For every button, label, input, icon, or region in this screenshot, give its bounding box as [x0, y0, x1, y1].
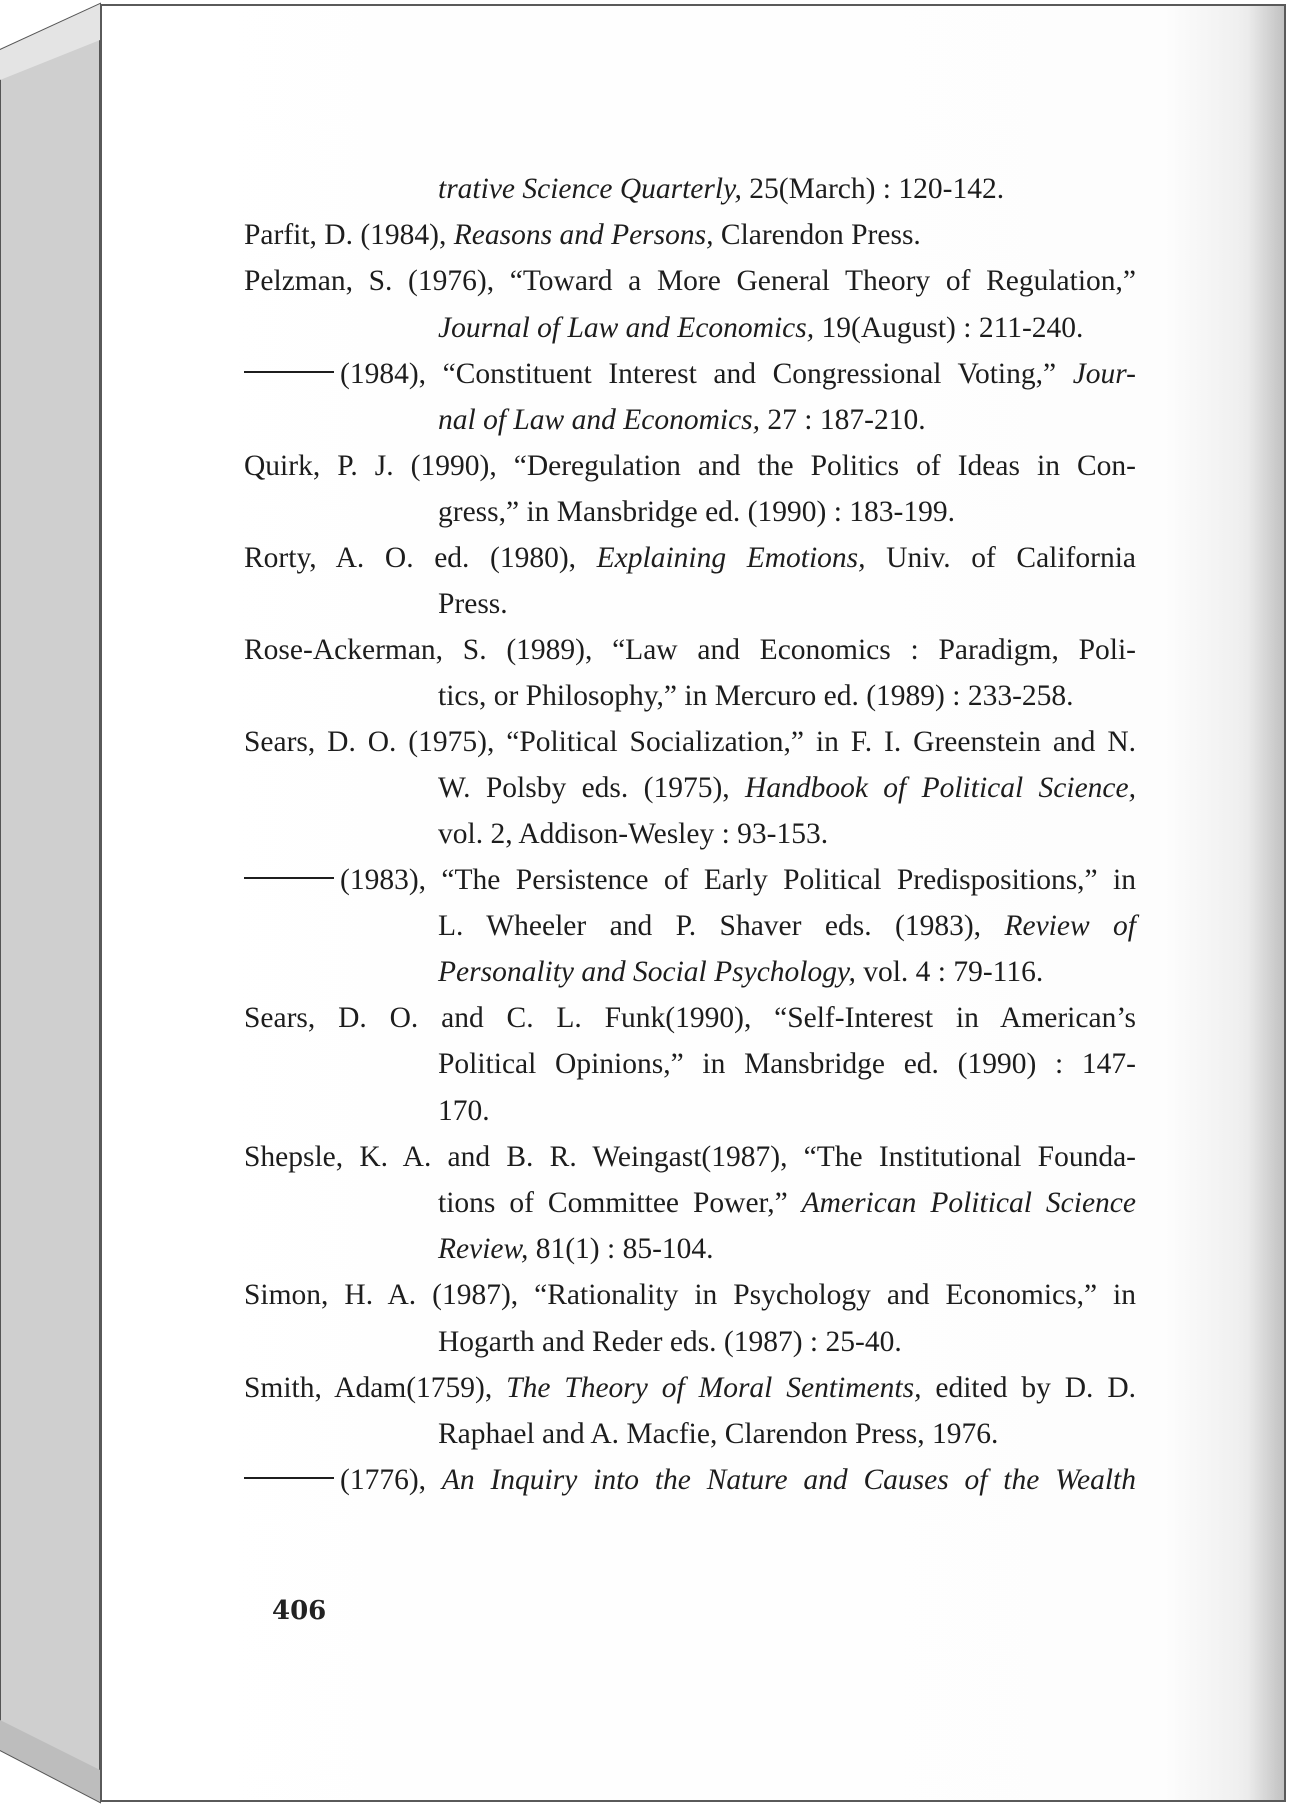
reference-text: 81(1) : 85-104. — [528, 1233, 714, 1265]
reference-first-line — [244, 725, 1136, 759]
italic-title: Personality and Social Psychology, — [438, 956, 856, 988]
italic-title: The Theory of Moral Sentiments, — [506, 1372, 922, 1404]
reference-first-line — [244, 1463, 1136, 1497]
reference-text: Clarendon Press. — [713, 219, 921, 251]
reference-text: Sears, D. O. (1975), “Political Socialization,” in F. I. Greenstein and N. — [244, 726, 1136, 758]
reference-text: Press. — [438, 588, 508, 620]
ditto-dash — [244, 371, 334, 373]
reference-text: Sears, D. O. and C. L. Funk(1990), “Self-Interest in American’s — [244, 1002, 1136, 1034]
reference-text: Pelzman, S. (1976), “Toward a More General Theory of Regulation,” — [244, 265, 1136, 297]
italic-title: Jour- — [1072, 358, 1136, 390]
reference-text: tions of Committee Power,” — [438, 1187, 802, 1219]
reference-text: Simon, H. A. (1987), “Rationality in Psychology and Economics,” in — [244, 1279, 1136, 1311]
reference-text: Smith, Adam(1759), — [244, 1372, 507, 1404]
italic-title: Reasons and Persons, — [453, 219, 714, 251]
reference-continuation-line — [438, 403, 926, 437]
reference-first-line — [244, 357, 1136, 391]
reference-text: Hogarth and Reder eds. (1987) : 25-40. — [438, 1326, 902, 1358]
reference-text: vol. 4 : 79-116. — [855, 956, 1044, 988]
reference-text: L. Wheeler and P. Shaver eds. (1983), — [438, 910, 1005, 942]
reference-text: edited by D. D. — [921, 1372, 1136, 1404]
reference-first-line — [244, 1140, 1136, 1174]
italic-title: Review of — [1004, 910, 1136, 942]
reference-continuation-line — [438, 1232, 714, 1266]
reference-text: tics, or Philosophy,” in Mercuro ed. (1989) : 233-258. — [438, 680, 1074, 712]
ditto-dash — [244, 877, 334, 879]
reference-text: (1776), — [340, 1464, 442, 1496]
italic-title: Journal of Law and Economics, — [438, 312, 815, 344]
reference-continuation-line — [438, 587, 508, 621]
reference-text: Parfit, D. (1984), — [244, 219, 454, 251]
reference-continuation-line — [438, 1417, 998, 1451]
reference-text: Political Opinions,” in Mansbridge ed. (1990) : 147- — [438, 1048, 1136, 1080]
reference-continuation-line — [438, 955, 1043, 989]
reference-continuation-line — [438, 1094, 490, 1128]
page-number: 406 — [272, 1596, 327, 1626]
italic-title: trative Science Quarterly, — [438, 173, 742, 205]
reference-text: W. Polsby eds. (1975), — [438, 772, 746, 804]
reference-continuation-line — [438, 909, 1136, 943]
reference-continuation-line — [438, 172, 1004, 206]
reference-first-line — [244, 1278, 1136, 1312]
italic-title: Handbook of Political Science, — [745, 772, 1136, 804]
italic-title: Explaining Emotions, — [596, 542, 866, 574]
reference-first-line — [244, 1001, 1136, 1035]
reference-first-line — [244, 633, 1136, 667]
reference-continuation-line — [438, 1186, 1136, 1220]
reference-first-line — [244, 863, 1136, 897]
reference-text: Raphael and A. Macfie, Clarendon Press, 1976. — [438, 1418, 999, 1450]
reference-text: gress,” in Mansbridge ed. (1990) : 183-199. — [438, 496, 955, 528]
reference-text: Quirk, P. J. (1990), “Deregulation and the Politics of Ideas in Con- — [244, 450, 1136, 482]
reference-text: vol. 2, Addison-Wesley : 93-153. — [438, 818, 829, 850]
reference-continuation-line — [438, 817, 828, 851]
italic-title: An Inquiry into the Nature and Causes of the Wealth — [441, 1464, 1136, 1496]
reference-continuation-line — [438, 495, 955, 529]
reference-continuation-line — [438, 771, 1136, 805]
reference-text: 170. — [438, 1095, 490, 1127]
reference-first-line — [244, 264, 1136, 298]
reference-text: Shepsle, K. A. and B. R. Weingast(1987), “The Institutional Founda- — [244, 1141, 1136, 1173]
reference-continuation-line — [438, 1325, 902, 1359]
reference-text: (1983), “The Persistence of Early Political Predispositions,” in — [340, 864, 1136, 896]
reference-first-line — [244, 541, 1136, 575]
italic-title: Review, — [438, 1233, 529, 1265]
reference-first-line — [244, 1371, 1136, 1405]
reference-text: Rose-Ackerman, S. (1989), “Law and Economics : Paradigm, Poli- — [244, 634, 1136, 666]
reference-first-line — [244, 218, 921, 252]
reference-first-line — [244, 449, 1136, 483]
reference-continuation-line — [438, 311, 1083, 345]
reference-text: Univ. of California — [865, 542, 1136, 574]
reference-text: 27 : 187-210. — [760, 404, 926, 436]
reference-text: 19(August) : 211-240. — [814, 312, 1084, 344]
reference-continuation-line — [438, 679, 1074, 713]
reference-text: (1984), “Constituent Interest and Congressional Voting,” — [340, 358, 1073, 390]
reference-text: Rorty, A. O. ed. (1980), — [244, 542, 597, 574]
ditto-dash — [244, 1477, 334, 1479]
book-spine — [0, 0, 110, 1806]
reference-text: 25(March) : 120-142. — [741, 173, 1005, 205]
reference-continuation-line — [438, 1047, 1136, 1081]
italic-title: nal of Law and Economics, — [438, 404, 761, 436]
italic-title: American Political Science — [801, 1187, 1136, 1219]
